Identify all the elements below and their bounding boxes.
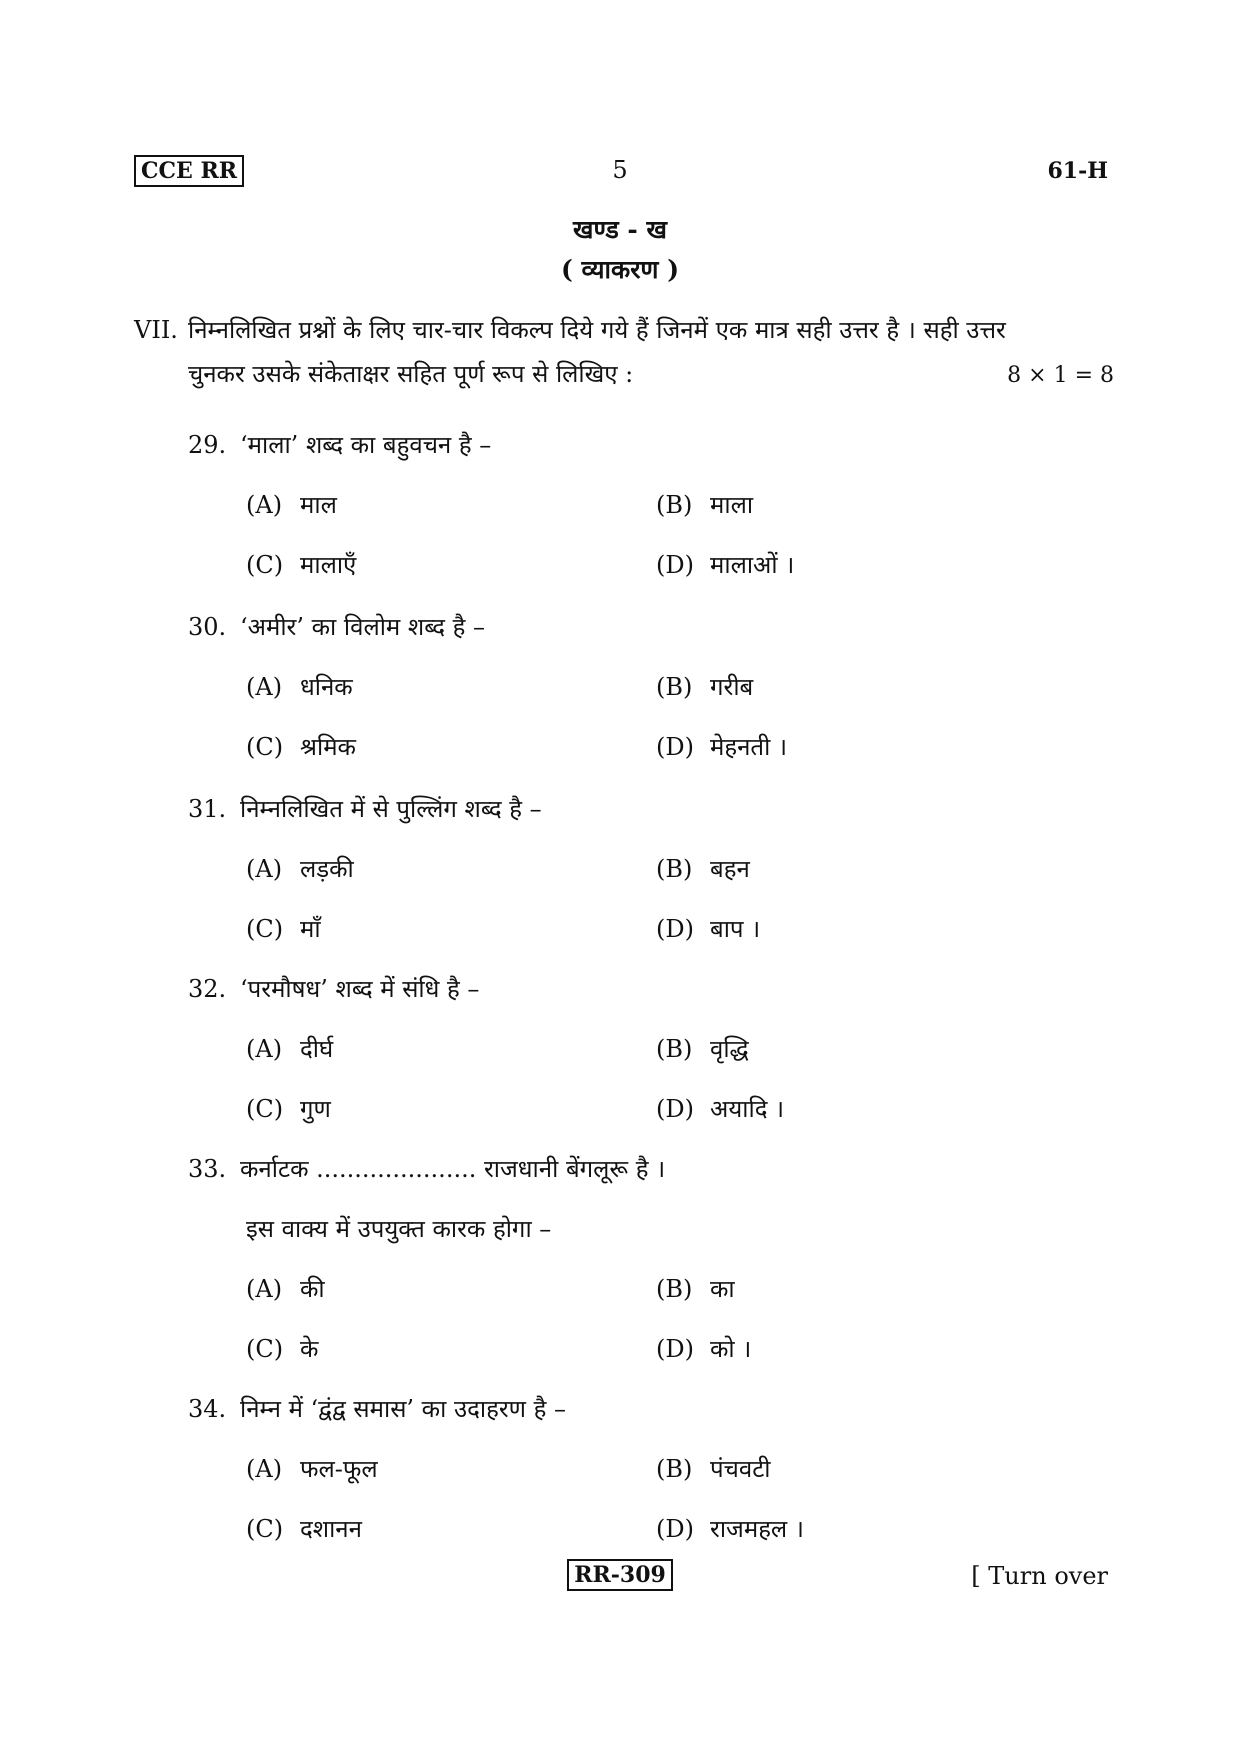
option-31-d: (D) बाप । (656, 915, 761, 943)
header-left-code (134, 158, 244, 184)
question-33-subtext: इस वाक्य में उपयुक्त कारक होगा – (246, 1215, 552, 1243)
question-number: 29. (188, 431, 227, 459)
instruction-line-2: चुनकर उसके संकेताक्षर सहित पूर्ण रूप से लिखिए : (188, 360, 634, 388)
option-31-a: (A) लड़की (246, 855, 354, 883)
question-33 (188, 1152, 665, 1185)
question-32 (188, 972, 479, 1005)
section-subtitle: ( व्याकरण ) (560, 255, 680, 284)
section-title: खण्ड - ख (573, 215, 667, 244)
instruction-number: VII. (134, 316, 178, 344)
footer-code-box: RR-309 (567, 1559, 673, 1591)
option-31-b: (B) बहन (656, 855, 750, 883)
option-29-b: (B) माला (656, 491, 754, 519)
option-30-b: (B) गरीब (656, 673, 754, 701)
option-34-a: (A) फल-फूल (246, 1455, 378, 1483)
question-text: ‘अमीर’ का विलोम शब्द है – (240, 613, 485, 641)
question-number: 31. (188, 795, 227, 823)
option-34-d: (D) राजमहल । (656, 1515, 804, 1543)
option-33-b: (B) का (656, 1275, 735, 1303)
question-number: 30. (188, 613, 227, 641)
question-number: 34. (188, 1395, 227, 1423)
option-33-a: (A) की (246, 1275, 325, 1303)
question-31 (188, 792, 542, 825)
question-30 (188, 610, 485, 643)
question-text: कर्नाटक ..................... राजधानी बेंगलूरू है । (240, 1155, 666, 1183)
option-29-a: (A) माल (246, 491, 337, 519)
header-left-code-box: CCE RR (134, 155, 244, 187)
instruction-line-1: निम्नलिखित प्रश्नों के लिए चार-चार विकल्प दिये गये हैं जिनमें एक मात्र सही उत्तर है । सही उत्तर (188, 316, 1006, 344)
option-32-a: (A) दीर्घ (246, 1035, 334, 1063)
option-30-c: (C) श्रमिक (246, 733, 356, 761)
option-34-b: (B) पंचवटी (656, 1455, 771, 1483)
page-number: 5 (612, 156, 628, 184)
option-30-d: (D) मेहनती । (656, 733, 788, 761)
question-text: ‘माला’ शब्द का बहुवचन है – (240, 431, 492, 459)
turn-over-label: [ Turn over (971, 1562, 1108, 1590)
instruction-marks: 8 × 1 = 8 (1007, 363, 1114, 388)
question-29 (188, 428, 491, 461)
option-34-c: (C) दशानन (246, 1515, 362, 1543)
option-32-d: (D) अयादि । (656, 1095, 785, 1123)
question-text: निम्नलिखित में से पुल्लिंग शब्द है – (240, 795, 542, 823)
question-text: निम्न में ‘द्वंद्व समास’ का उदाहरण है – (240, 1395, 566, 1423)
option-32-b: (B) वृद्धि (656, 1035, 749, 1063)
question-number: 33. (188, 1155, 227, 1183)
option-33-c: (C) के (246, 1335, 319, 1363)
question-34 (188, 1392, 566, 1425)
question-number: 32. (188, 975, 227, 1003)
question-text: ‘परमौषध’ शब्द में संधि है – (240, 975, 480, 1003)
option-33-d: (D) को । (656, 1335, 752, 1363)
option-32-c: (C) गुण (246, 1095, 331, 1123)
option-29-c: (C) मालाएँ (246, 551, 357, 579)
option-29-d: (D) मालाओं । (656, 551, 795, 579)
header-right-code: 61-H (1047, 158, 1108, 184)
option-30-a: (A) धनिक (246, 673, 353, 701)
option-31-c: (C) माँ (246, 915, 321, 943)
